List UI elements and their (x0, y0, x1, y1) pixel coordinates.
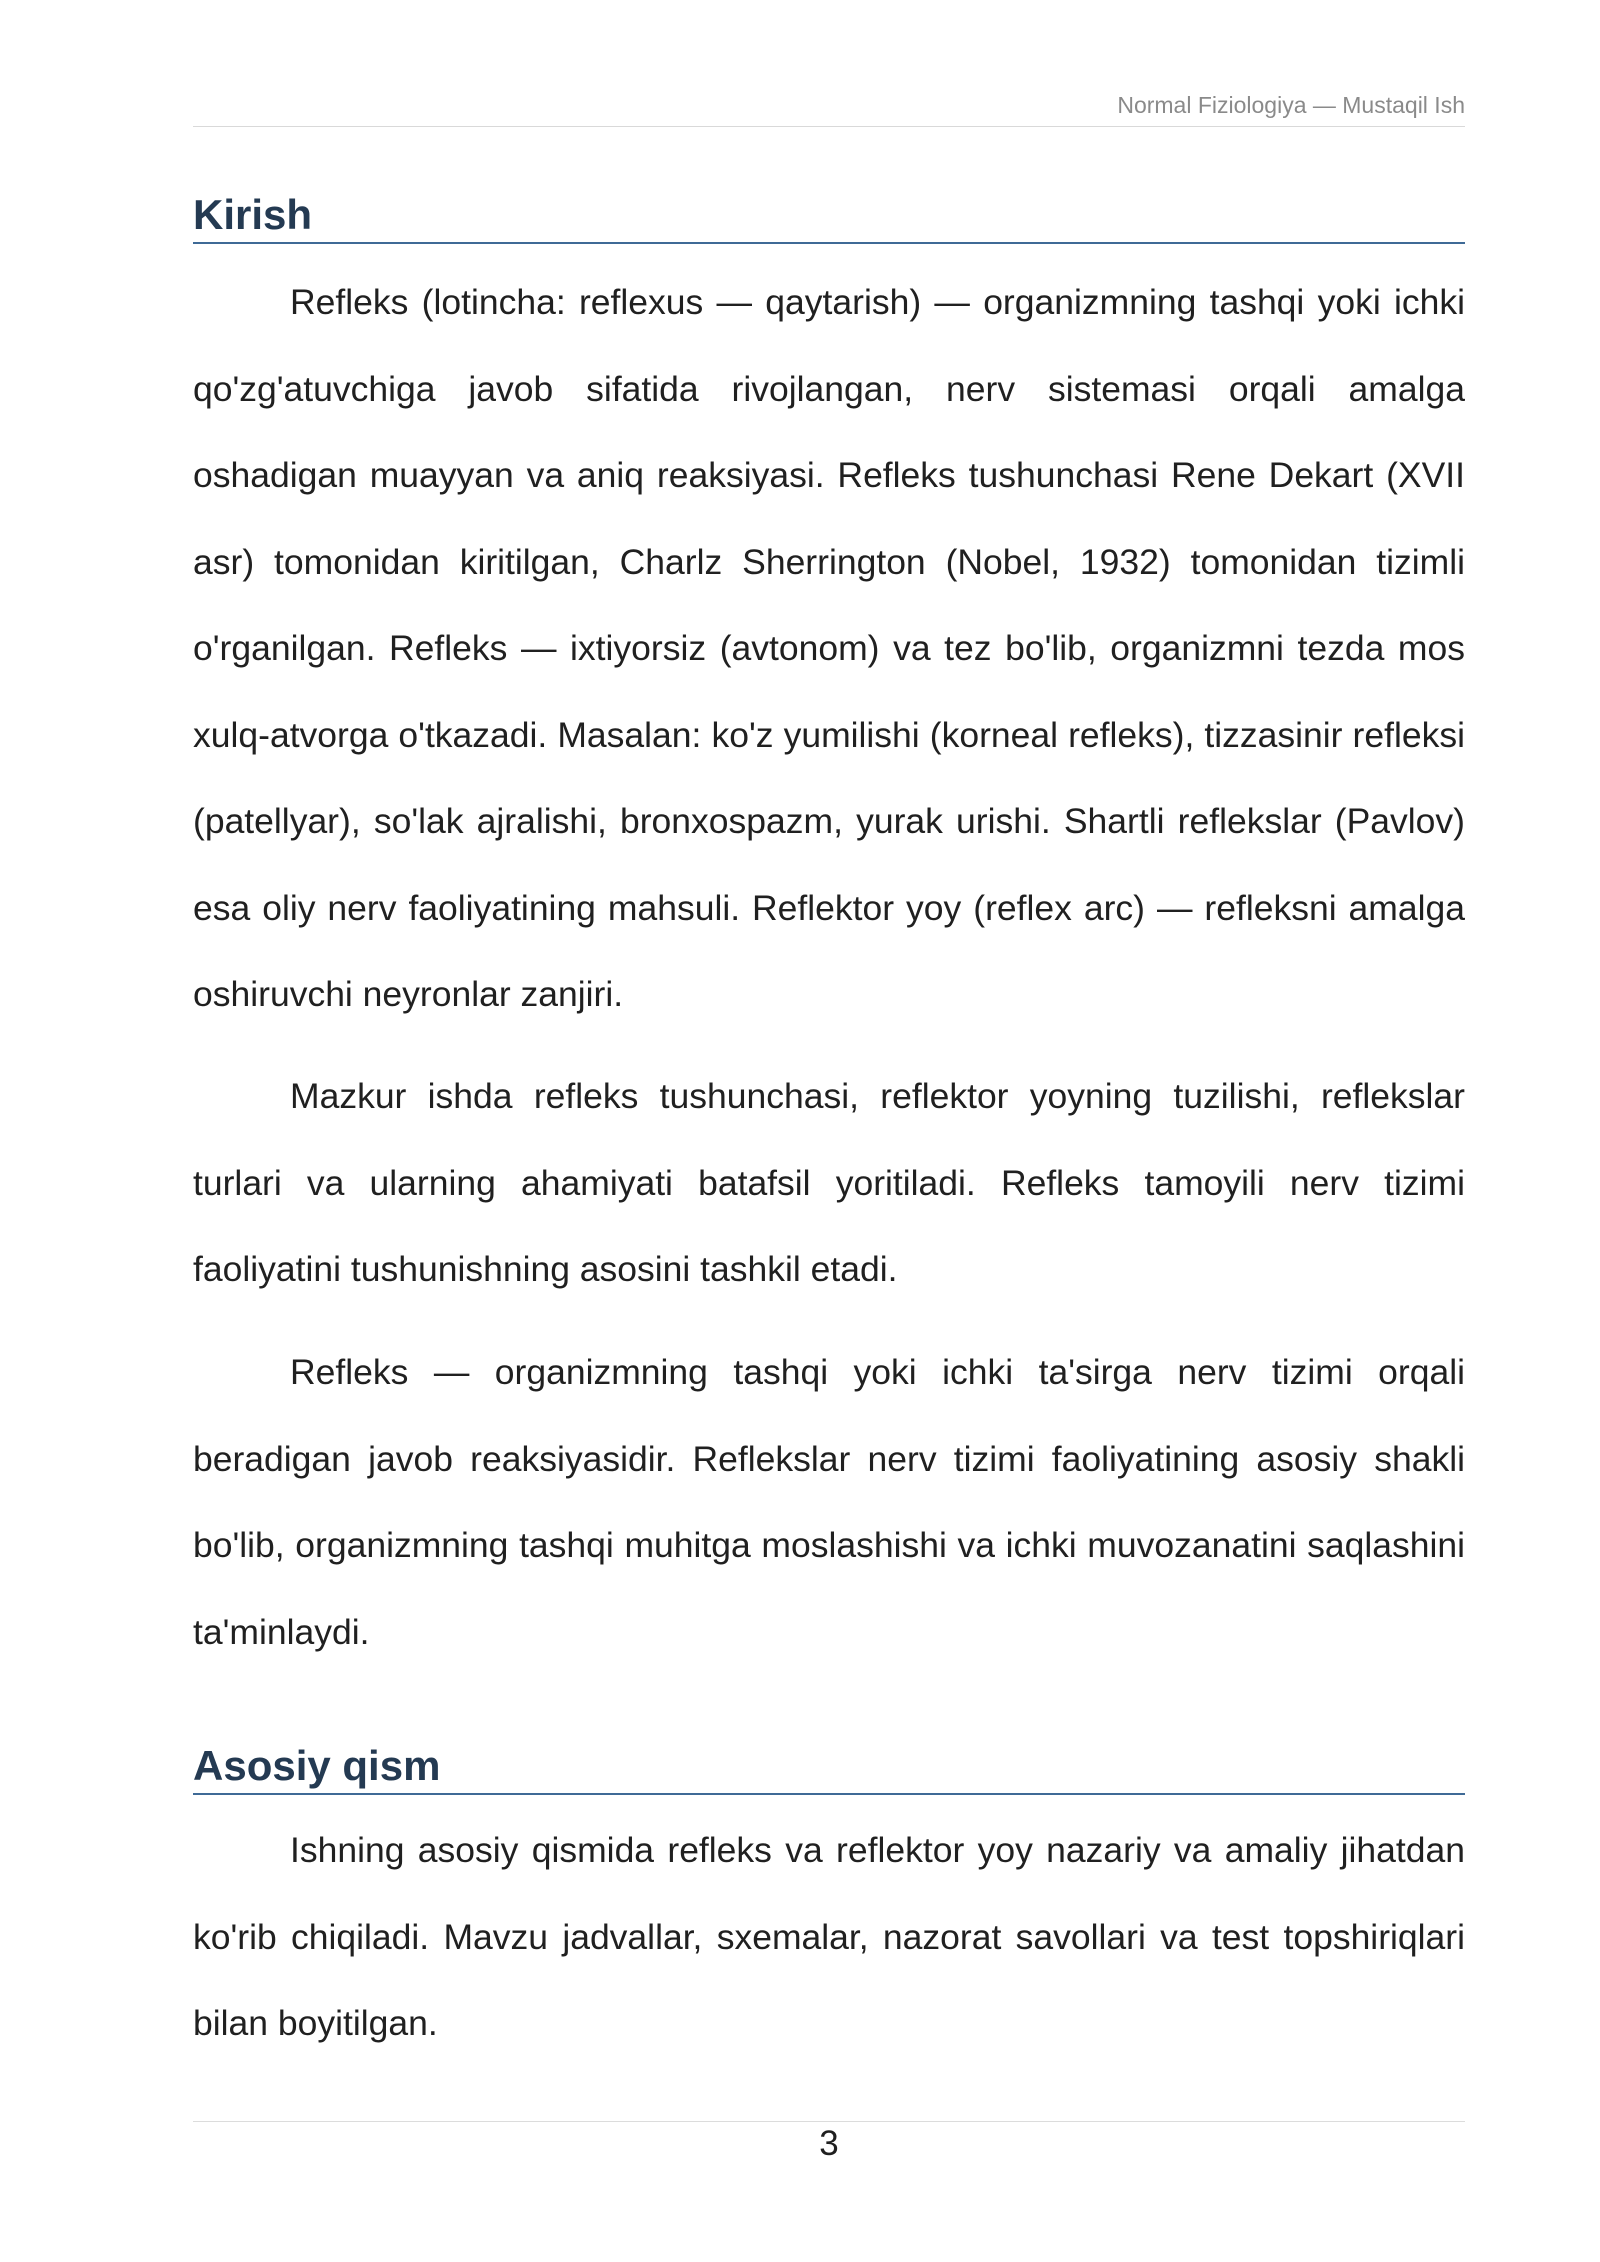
page-number: 3 (819, 2124, 839, 2163)
header-divider (193, 126, 1465, 127)
paragraph-intro-2: Mazkur ishda refleks tushunchasi, reflektor yoyning tuzilishi, reflekslar turlari va ularning ahamiyati batafsil yoritiladi. Refleks tamoyili nerv tizimi faoliyatini tushunishning asosini tashkil etadi. (193, 1076, 1465, 1289)
running-header: Normal Fiziologiya — Mustaqil Ish (1117, 92, 1465, 118)
section-title-asosiy-qism: Asosiy qism (193, 1741, 1465, 1795)
section-title-kirish: Kirish (193, 190, 1465, 244)
paragraph-intro-1: Refleks (lotincha: reflexus — qaytarish) — organizmning tashqi yoki ichki qo'zg'atuvchiga javob sifatida rivojlangan, nerv sistemasi orqali amalga oshadigan muayyan va aniq reaksiyasi. Refleks tushunchasi Rene Dekart (XVII asr) tomonidan kiritilgan, Charlz Sherrington (Nobel, 1932) tomonidan tizimli o'rganilgan. Refleks — ixtiyorsiz (avtonom) va tez bo'lib, organizmni tezda mos xulq-atvorga o'tkazadi. Masalan: ko'z yumilishi (korneal refleks), tizzasinir refleksi (patellyar), so'lak ajralishi, bronxospazm, yurak urishi. Shartli reflekslar (Pavlov) esa oliy nerv faoliyatining mahsuli. Reflektor yoy (reflex arc) — refleksni amalga oshiruvchi neyronlar zanjiri. (193, 282, 1465, 1014)
paragraph-main-1: Ishning asosiy qismida refleks va reflektor yoy nazariy va amaliy jihatdan ko'rib chiqiladi. Mavzu jadvallar, sxemalar, nazorat savollari va test topshiriqlari bilan boyitilgan. (193, 1830, 1465, 2043)
paragraph-intro-3: Refleks — organizmning tashqi yoki ichki ta'sirga nerv tizimi orqali beradigan javob reaksiyasidir. Reflekslar nerv tizimi faoliyatining asosiy shakli bo'lib, organizmning tashqi muhitga moslashishi va ichki muvozanatini saqlashini ta'minlaydi. (193, 1352, 1465, 1652)
footer-divider (193, 2121, 1465, 2122)
